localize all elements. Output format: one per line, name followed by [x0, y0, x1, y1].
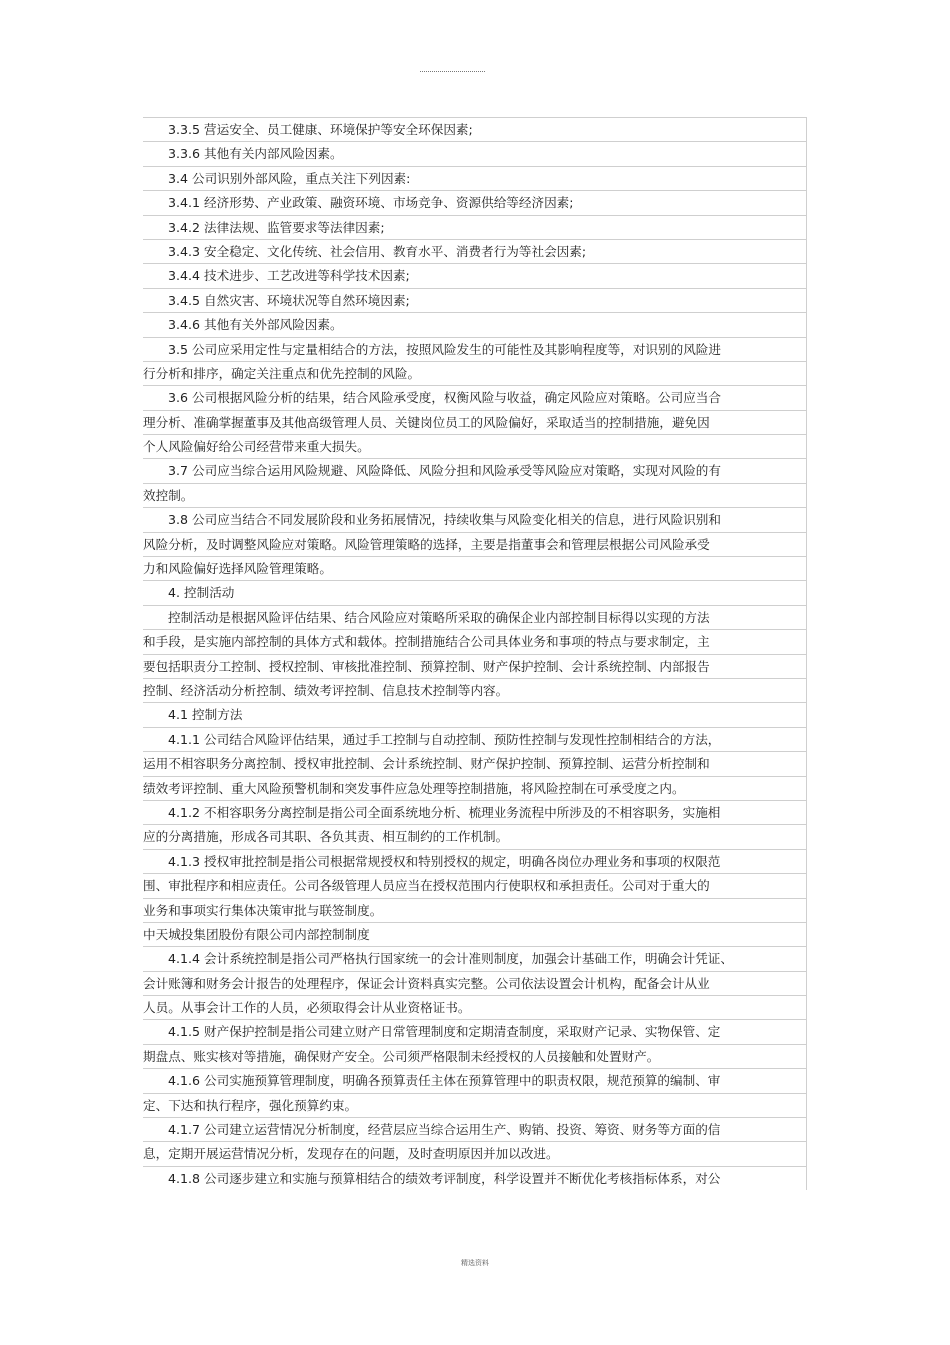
- text-line: 效控制。: [143, 483, 807, 507]
- text-line: 3.3.5 营运安全、员工健康、环境保护等安全环保因素;: [143, 117, 807, 141]
- document-body: [143, 117, 807, 1190]
- text-line: 3.4.5 自然灾害、环境状况等自然环境因素;: [143, 288, 807, 312]
- footer-label: 精选资料: [461, 1259, 489, 1267]
- text-line: 行分析和排序，确定关注重点和优先控制的风险。: [143, 361, 807, 385]
- text-line: 绩效考评控制、重大风险预警机制和突发事件应急处理等控制措施，将风险控制在可承受度之内。: [143, 776, 807, 800]
- text-line: 4.1 控制方法: [143, 702, 807, 726]
- text-line: 中天城投集团股份有限公司内部控制制度: [143, 922, 807, 946]
- text-line: 3.6 公司根据风险分析的结果，结合风险承受度，权衡风险与收益，确定风险应对策略。公司应当合: [143, 385, 807, 409]
- text-line: 定、下达和执行程序，强化预算约束。: [143, 1093, 807, 1117]
- text-line: 4. 控制活动: [143, 580, 807, 604]
- header-rule: [420, 71, 485, 72]
- text-line: 运用不相容职务分离控制、授权审批控制、会计系统控制、财产保护控制、预算控制、运营分析控制和: [143, 751, 807, 775]
- text-line: 3.7 公司应当综合运用风险规避、风险降低、风险分担和风险承受等风险应对策略，实现对风险的有: [143, 458, 807, 482]
- text-line: 风险分析，及时调整风险应对策略。风险管理策略的选择，主要是指董事会和管理层根据公司风险承受: [143, 532, 807, 556]
- text-line: 人员。从事会计工作的人员，必须取得会计从业资格证书。: [143, 995, 807, 1019]
- text-line: 控制活动是根据风险评估结果、结合风险应对策略所采取的确保企业内部控制目标得以实现的方法: [143, 605, 807, 629]
- text-line: 力和风险偏好选择风险管理策略。: [143, 556, 807, 580]
- text-line: 4.1.1 公司结合风险评估结果，通过手工控制与自动控制、预防性控制与发现性控制相结合的方法，: [143, 727, 807, 751]
- text-line: 3.4.2 法律法规、监管要求等法律因素;: [143, 215, 807, 239]
- text-line: 控制、经济活动分析控制、绩效考评控制、信息技术控制等内容。: [143, 678, 807, 702]
- text-line: 期盘点、账实核对等措施，确保财产安全。公司须严格限制未经授权的人员接触和处置财产。: [143, 1044, 807, 1068]
- text-line: 3.8 公司应当结合不同发展阶段和业务拓展情况，持续收集与风险变化相关的信息，进行风险识别和: [143, 507, 807, 531]
- text-line: 3.3.6 其他有关内部风险因素。: [143, 141, 807, 165]
- text-line: 要包括职责分工控制、授权控制、审核批准控制、预算控制、财产保护控制、会计系统控制、内部报告: [143, 654, 807, 678]
- text-line: 围、审批程序和相应责任。公司各级管理人员应当在授权范围内行使职权和承担责任。公司对于重大的: [143, 873, 807, 897]
- text-line: 3.4 公司识别外部风险，重点关注下列因素:: [143, 166, 807, 190]
- text-line: 4.1.2 不相容职务分离控制是指公司全面系统地分析、梳理业务流程中所涉及的不相容职务，实施相: [143, 800, 807, 824]
- text-line: 4.1.3 授权审批控制是指公司根据常规授权和特别授权的规定，明确各岗位办理业务和事项的权限范: [143, 849, 807, 873]
- text-line: 应的分离措施，形成各司其职、各负其责、相互制约的工作机制。: [143, 824, 807, 848]
- text-line: 4.1.6 公司实施预算管理制度，明确各预算责任主体在预算管理中的职责权限，规范预算的编制、审: [143, 1068, 807, 1092]
- text-line: 个人风险偏好给公司经营带来重大损失。: [143, 434, 807, 458]
- text-line: 4.1.4 会计系统控制是指公司严格执行国家统一的会计准则制度，加强会计基础工作，明确会计凭证、: [143, 946, 807, 970]
- text-line: 4.1.8 公司逐步建立和实施与预算相结合的绩效考评制度，科学设置并不断优化考核指标体系，对公: [143, 1166, 807, 1190]
- text-line: 4.1.5 财产保护控制是指公司建立财产日常管理制度和定期清查制度，采取财产记录、实物保管、定: [143, 1019, 807, 1043]
- text-line: 息，定期开展运营情况分析，发现存在的问题，及时查明原因并加以改进。: [143, 1141, 807, 1165]
- text-line: 和手段，是实施内部控制的具体方式和载体。控制措施结合公司具体业务和事项的特点与要求制定，主: [143, 629, 807, 653]
- text-line: 会计账簿和财务会计报告的处理程序，保证会计资料真实完整。公司依法设置会计机构，配备会计从业: [143, 971, 807, 995]
- text-line: 3.4.3 安全稳定、文化传统、社会信用、教育水平、消费者行为等社会因素;: [143, 239, 807, 263]
- text-line: 3.4.6 其他有关外部风险因素。: [143, 312, 807, 336]
- text-line: 4.1.7 公司建立运营情况分析制度，经营层应当综合运用生产、购销、投资、筹资、财务等方面的信: [143, 1117, 807, 1141]
- text-line: 业务和事项实行集体决策审批与联签制度。: [143, 898, 807, 922]
- text-line: 3.4.4 技术进步、工艺改进等科学技术因素;: [143, 263, 807, 287]
- text-line: 3.4.1 经济形势、产业政策、融资环境、市场竞争、资源供给等经济因素;: [143, 190, 807, 214]
- text-line: 理分析、准确掌握董事及其他高级管理人员、关键岗位员工的风险偏好，采取适当的控制措施，避免因: [143, 410, 807, 434]
- text-line: 3.5 公司应采用定性与定量相结合的方法，按照风险发生的可能性及其影响程度等，对识别的风险进: [143, 337, 807, 361]
